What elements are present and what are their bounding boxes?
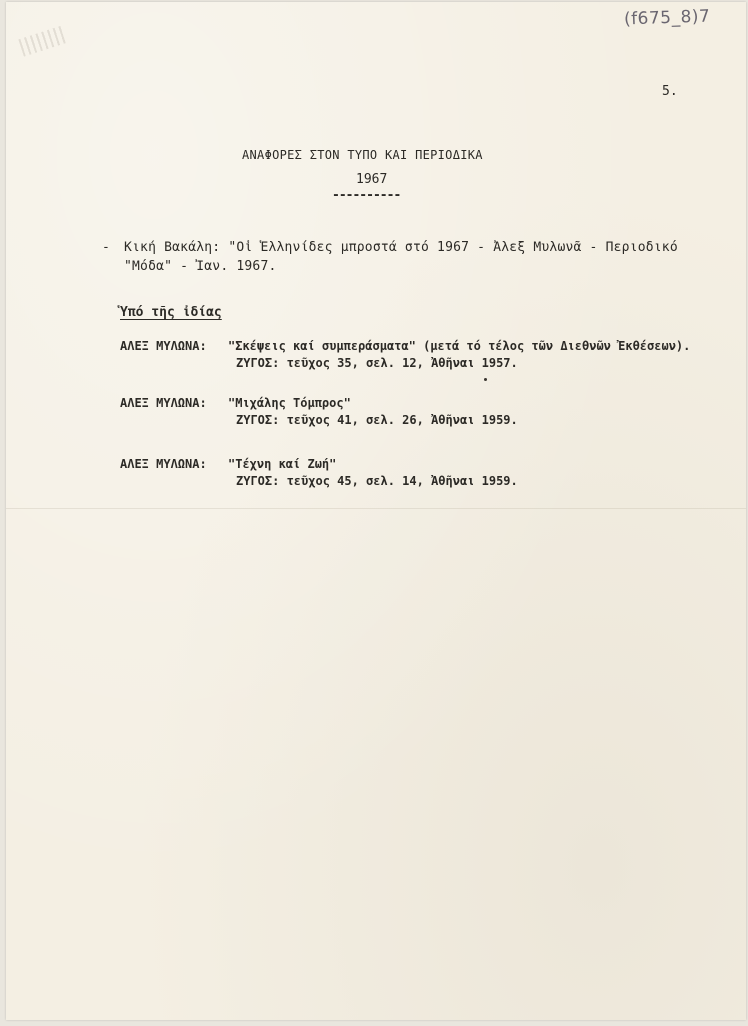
entry-author: ΑΛΕΞ ΜΥΛΩΝΑ: [120,457,207,471]
bullet-marker: - [102,240,110,255]
document-title: ΑΝΑΦΟΡΕΣ ΣΤΟΝ ΤΥΠΟ ΚΑΙ ΠΕΡΙΟΔΙΚΑ [242,148,483,162]
entry-source: ΖΥΓΟΣ: τεῦχος 41, σελ. 26, Ἀθῆναι 1959. [236,413,518,427]
paper-fold-line [6,508,746,509]
ink-speck [484,378,487,381]
entry-source: ΖΥΓΟΣ: τεῦχος 35, σελ. 12, Ἀθῆναι 1957. [236,356,518,370]
entry-source: ΖΥΓΟΣ: τεῦχος 45, σελ. 14, Ἀθῆναι 1959. [236,474,518,488]
entry-author: ΑΛΕΞ ΜΥΛΩΝΑ: [120,339,207,353]
press-reference-text: Κική Βακάλη: "Οἱ Ἑλληνίδες μπροστά στό 1967 - Ἀλεξ Μυλωνᾶ - Περιοδικό "Μόδα" - Ἰαν. 1967. [124,240,678,274]
page-number: 5. [662,84,678,99]
entry-work-title: "Τέχνη καί Ζωή" [228,457,337,471]
archive-reference-handwritten: (f675_8)7 [623,6,711,30]
section-heading: Ὑπό τῆς ἰδίας [120,305,222,320]
entry-author: ΑΛΕΞ ΜΥΛΩΝΑ: [120,396,207,410]
document-page [6,2,746,1020]
entry-work-title: "Μιχάλης Τόμπρος" [228,396,351,410]
entry-work-title: "Σκέψεις καί συμπεράσματα" (μετά τό τέλος τῶν Διεθνῶν Ἐκθέσεων). [228,339,691,353]
title-underline: ---------- [332,188,401,203]
paper-scuff-mark [18,25,67,56]
document-year: 1967 [356,172,388,187]
